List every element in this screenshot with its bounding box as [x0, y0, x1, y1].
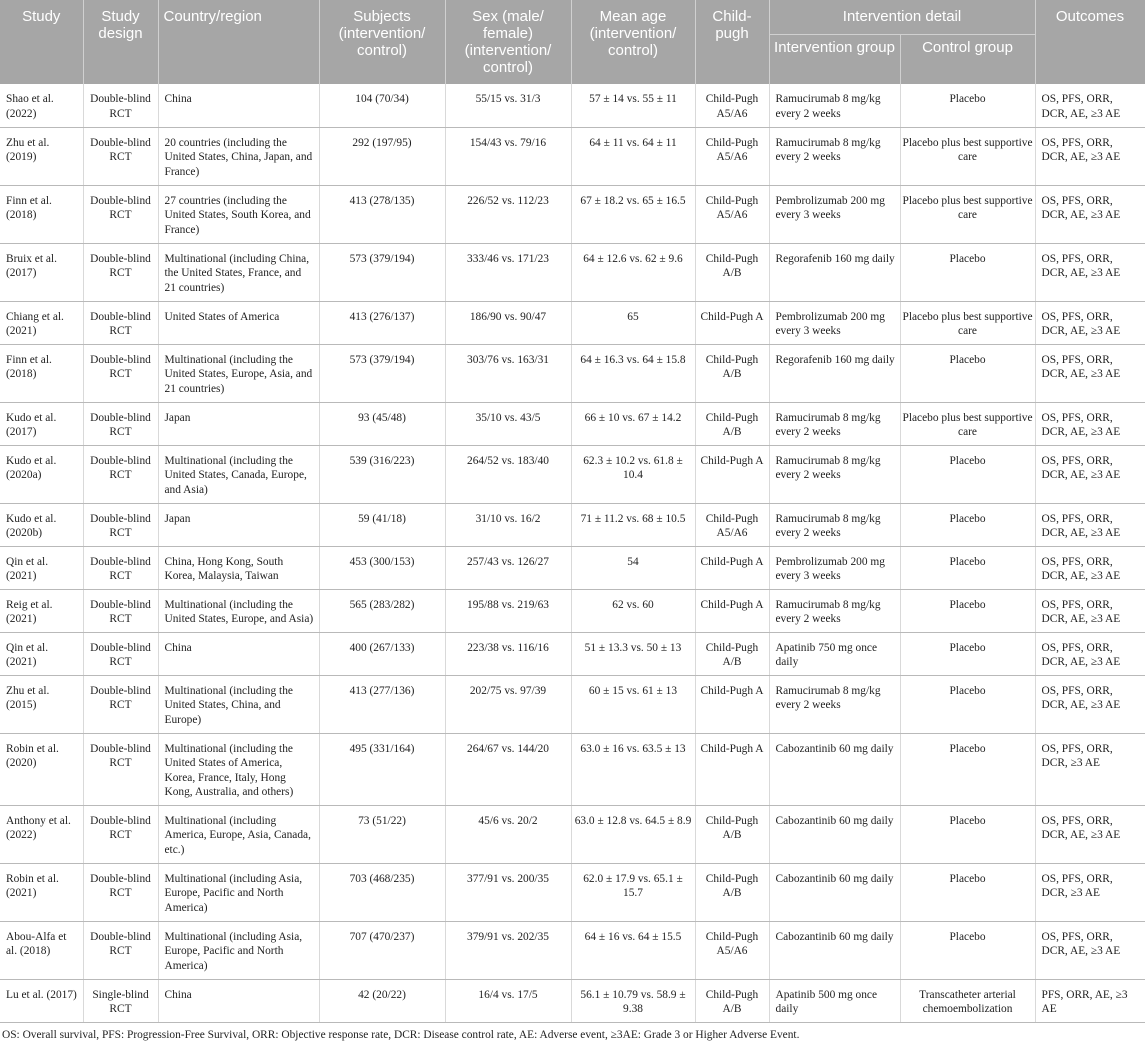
table-row: [0, 445, 1145, 503]
cell-subjects: 104 (70/34): [319, 84, 445, 127]
cell-subjects: 73 (51/22): [319, 805, 445, 863]
cell-child-pugh: Child-Pugh A/B: [695, 243, 769, 301]
cell-age: 65: [571, 301, 695, 344]
cell-sex: 154/43 vs. 79/16: [445, 127, 571, 185]
cell-country: China, Hong Kong, South Korea, Malaysia, Taiwan: [158, 546, 319, 589]
table-row: [0, 589, 1145, 632]
cell-intervention: Cabozantinib 60 mg daily: [769, 863, 900, 921]
cell-country: 20 countries (including the United States, China, Japan, and France): [158, 127, 319, 185]
cell-control: Placebo: [900, 344, 1035, 402]
header-study-design: Study design: [83, 0, 158, 84]
cell-outcomes: OS, PFS, ORR, DCR, AE, ≥3 AE: [1035, 243, 1145, 301]
cell-study: Reig et al. (2021): [0, 589, 83, 632]
cell-age: 66 ± 10 vs. 67 ± 14.2: [571, 402, 695, 445]
cell-study: Finn et al. (2018): [0, 344, 83, 402]
table-row: [0, 632, 1145, 675]
table-row: [0, 127, 1145, 185]
cell-intervention: Apatinib 750 mg once daily: [769, 632, 900, 675]
cell-study: Shao et al. (2022): [0, 84, 83, 127]
table-row: [0, 344, 1145, 402]
cell-subjects: 400 (267/133): [319, 632, 445, 675]
table-row: [0, 301, 1145, 344]
cell-country: Japan: [158, 402, 319, 445]
cell-outcomes: OS, PFS, ORR, DCR, AE, ≥3 AE: [1035, 301, 1145, 344]
cell-outcomes: OS, PFS, ORR, DCR, AE, ≥3 AE: [1035, 127, 1145, 185]
header-study: Study: [0, 0, 83, 84]
cell-sex: 45/6 vs. 20/2: [445, 805, 571, 863]
cell-country: China: [158, 979, 319, 1022]
cell-outcomes: OS, PFS, ORR, DCR, AE, ≥3 AE: [1035, 805, 1145, 863]
cell-study: Abou-Alfa et al. (2018): [0, 921, 83, 979]
cell-country: China: [158, 84, 319, 127]
cell-country: Multinational (including Asia, Europe, Pacific and North America): [158, 921, 319, 979]
table-row: [0, 921, 1145, 979]
cell-child-pugh: Child-Pugh A/B: [695, 402, 769, 445]
cell-country: Multinational (including the United States of America, Korea, France, Italy, Hong Kong, Australia, and others): [158, 733, 319, 805]
cell-control: Placebo: [900, 675, 1035, 733]
cell-child-pugh: Child-Pugh A/B: [695, 632, 769, 675]
cell-control: Placebo: [900, 84, 1035, 127]
cell-subjects: 565 (283/282): [319, 589, 445, 632]
cell-outcomes: OS, PFS, ORR, DCR, AE, ≥3 AE: [1035, 632, 1145, 675]
table-row: [0, 185, 1145, 243]
cell-country: Multinational (including the United States, Canada, Europe, and Asia): [158, 445, 319, 503]
cell-control: Placebo plus best supportive care: [900, 127, 1035, 185]
table-row: [0, 84, 1145, 127]
cell-subjects: 292 (197/95): [319, 127, 445, 185]
header-intervention-detail: Intervention detail: [769, 0, 1035, 35]
cell-study: Chiang et al. (2021): [0, 301, 83, 344]
cell-design: Double-blind RCT: [83, 863, 158, 921]
cell-country: United States of America: [158, 301, 319, 344]
cell-subjects: 573 (379/194): [319, 243, 445, 301]
cell-sex: 264/67 vs. 144/20: [445, 733, 571, 805]
cell-country: 27 countries (including the United States, South Korea, and France): [158, 185, 319, 243]
cell-control: Transcatheter arterial chemoembolization: [900, 979, 1035, 1022]
header-outcomes: Outcomes: [1035, 0, 1145, 84]
cell-study: Kudo et al. (2017): [0, 402, 83, 445]
cell-control: Placebo: [900, 546, 1035, 589]
cell-sex: 55/15 vs. 31/3: [445, 84, 571, 127]
cell-age: 60 ± 15 vs. 61 ± 13: [571, 675, 695, 733]
cell-child-pugh: Child-Pugh A: [695, 589, 769, 632]
cell-outcomes: OS, PFS, ORR, DCR, AE, ≥3 AE: [1035, 185, 1145, 243]
cell-intervention: Pembrolizumab 200 mg every 3 weeks: [769, 546, 900, 589]
cell-design: Double-blind RCT: [83, 632, 158, 675]
table-row: [0, 805, 1145, 863]
cell-child-pugh: Child-Pugh A/B: [695, 979, 769, 1022]
cell-design: Double-blind RCT: [83, 546, 158, 589]
cell-child-pugh: Child-Pugh A: [695, 445, 769, 503]
cell-sex: 333/46 vs. 171/23: [445, 243, 571, 301]
cell-study: Bruix et al. (2017): [0, 243, 83, 301]
cell-sex: 35/10 vs. 43/5: [445, 402, 571, 445]
cell-age: 56.1 ± 10.79 vs. 58.9 ± 9.38: [571, 979, 695, 1022]
header-subjects: Subjects (intervention/ control): [319, 0, 445, 84]
cell-sex: 202/75 vs. 97/39: [445, 675, 571, 733]
cell-sex: 16/4 vs. 17/5: [445, 979, 571, 1022]
table-row: [0, 733, 1145, 805]
cell-control: Placebo: [900, 445, 1035, 503]
cell-age: 51 ± 13.3 vs. 50 ± 13: [571, 632, 695, 675]
cell-design: Double-blind RCT: [83, 185, 158, 243]
cell-control: Placebo: [900, 805, 1035, 863]
cell-child-pugh: Child-Pugh A5/A6: [695, 921, 769, 979]
cell-age: 63.0 ± 12.8 vs. 64.5 ± 8.9: [571, 805, 695, 863]
cell-study: Robin et al. (2021): [0, 863, 83, 921]
cell-subjects: 413 (276/137): [319, 301, 445, 344]
cell-child-pugh: Child-Pugh A5/A6: [695, 503, 769, 546]
cell-design: Double-blind RCT: [83, 503, 158, 546]
cell-age: 63.0 ± 16 vs. 63.5 ± 13: [571, 733, 695, 805]
cell-age: 67 ± 18.2 vs. 65 ± 16.5: [571, 185, 695, 243]
cell-intervention: Cabozantinib 60 mg daily: [769, 733, 900, 805]
cell-child-pugh: Child-Pugh A5/A6: [695, 185, 769, 243]
header-mean-age: Mean age (intervention/ control): [571, 0, 695, 84]
cell-design: Double-blind RCT: [83, 445, 158, 503]
cell-child-pugh: Child-Pugh A5/A6: [695, 84, 769, 127]
header-child-pugh: Child- pugh: [695, 0, 769, 84]
cell-study: Qin et al. (2021): [0, 632, 83, 675]
cell-design: Double-blind RCT: [83, 589, 158, 632]
cell-design: Double-blind RCT: [83, 301, 158, 344]
cell-study: Kudo et al. (2020a): [0, 445, 83, 503]
cell-subjects: 453 (300/153): [319, 546, 445, 589]
cell-child-pugh: Child-Pugh A/B: [695, 863, 769, 921]
cell-child-pugh: Child-Pugh A/B: [695, 344, 769, 402]
table-row: [0, 402, 1145, 445]
cell-intervention: Regorafenib 160 mg daily: [769, 243, 900, 301]
table-row: [0, 503, 1145, 546]
cell-sex: 379/91 vs. 202/35: [445, 921, 571, 979]
cell-sex: 257/43 vs. 126/27: [445, 546, 571, 589]
cell-outcomes: OS, PFS, ORR, DCR, ≥3 AE: [1035, 863, 1145, 921]
cell-design: Double-blind RCT: [83, 675, 158, 733]
cell-sex: 186/90 vs. 90/47: [445, 301, 571, 344]
cell-control: Placebo: [900, 733, 1035, 805]
cell-age: 64 ± 16.3 vs. 64 ± 15.8: [571, 344, 695, 402]
cell-subjects: 573 (379/194): [319, 344, 445, 402]
cell-outcomes: OS, PFS, ORR, DCR, AE, ≥3 AE: [1035, 344, 1145, 402]
cell-age: 57 ± 14 vs. 55 ± 11: [571, 84, 695, 127]
cell-country: China: [158, 632, 319, 675]
cell-intervention: Pembrolizumab 200 mg every 3 weeks: [769, 185, 900, 243]
cell-design: Double-blind RCT: [83, 127, 158, 185]
cell-design: Double-blind RCT: [83, 921, 158, 979]
cell-outcomes: OS, PFS, ORR, DCR, AE, ≥3 AE: [1035, 84, 1145, 127]
table-row: [0, 979, 1145, 1022]
cell-subjects: 495 (331/164): [319, 733, 445, 805]
cell-child-pugh: Child-Pugh A: [695, 546, 769, 589]
cell-intervention: Ramucirumab 8 mg/kg every 2 weeks: [769, 675, 900, 733]
cell-control: Placebo: [900, 921, 1035, 979]
cell-subjects: 59 (41/18): [319, 503, 445, 546]
cell-design: Single-blind RCT: [83, 979, 158, 1022]
cell-subjects: 707 (470/237): [319, 921, 445, 979]
cell-design: Double-blind RCT: [83, 243, 158, 301]
cell-outcomes: OS, PFS, ORR, DCR, AE, ≥3 AE: [1035, 402, 1145, 445]
cell-intervention: Cabozantinib 60 mg daily: [769, 805, 900, 863]
header-control-group: Control group: [900, 35, 1035, 84]
cell-intervention: Pembrolizumab 200 mg every 3 weeks: [769, 301, 900, 344]
cell-intervention: Ramucirumab 8 mg/kg every 2 weeks: [769, 445, 900, 503]
cell-outcomes: OS, PFS, ORR, DCR, AE, ≥3 AE: [1035, 546, 1145, 589]
cell-age: 64 ± 11 vs. 64 ± 11: [571, 127, 695, 185]
cell-outcomes: OS, PFS, ORR, DCR, AE, ≥3 AE: [1035, 589, 1145, 632]
cell-country: Multinational (including the United States, China, and Europe): [158, 675, 319, 733]
cell-intervention: Ramucirumab 8 mg/kg every 2 weeks: [769, 589, 900, 632]
cell-outcomes: OS, PFS, ORR, DCR, AE, ≥3 AE: [1035, 503, 1145, 546]
cell-child-pugh: Child-Pugh A: [695, 675, 769, 733]
cell-intervention: Apatinib 500 mg once daily: [769, 979, 900, 1022]
cell-study: Zhu et al. (2019): [0, 127, 83, 185]
cell-country: Multinational (including the United States, Europe, and Asia): [158, 589, 319, 632]
cell-study: Zhu et al. (2015): [0, 675, 83, 733]
cell-subjects: 413 (277/136): [319, 675, 445, 733]
header-country: Country/region: [158, 0, 319, 84]
cell-child-pugh: Child-Pugh A5/A6: [695, 127, 769, 185]
cell-sex: 195/88 vs. 219/63: [445, 589, 571, 632]
cell-outcomes: OS, PFS, ORR, DCR, AE, ≥3 AE: [1035, 445, 1145, 503]
cell-study: Anthony et al. (2022): [0, 805, 83, 863]
cell-study: Lu et al. (2017): [0, 979, 83, 1022]
cell-sex: 264/52 vs. 183/40: [445, 445, 571, 503]
cell-subjects: 539 (316/223): [319, 445, 445, 503]
cell-sex: 303/76 vs. 163/31: [445, 344, 571, 402]
cell-age: 54: [571, 546, 695, 589]
cell-design: Double-blind RCT: [83, 733, 158, 805]
cell-intervention: Cabozantinib 60 mg daily: [769, 921, 900, 979]
cell-country: Multinational (including America, Europe, Asia, Canada, etc.): [158, 805, 319, 863]
cell-outcomes: OS, PFS, ORR, DCR, ≥3 AE: [1035, 733, 1145, 805]
cell-age: 62 vs. 60: [571, 589, 695, 632]
cell-country: Multinational (including Asia, Europe, Pacific and North America): [158, 863, 319, 921]
cell-age: 62.0 ± 17.9 vs. 65.1 ± 15.7: [571, 863, 695, 921]
cell-study: Qin et al. (2021): [0, 546, 83, 589]
cell-subjects: 413 (278/135): [319, 185, 445, 243]
cell-intervention: Ramucirumab 8 mg/kg every 2 weeks: [769, 402, 900, 445]
cell-control: Placebo: [900, 863, 1035, 921]
cell-intervention: Ramucirumab 8 mg/kg every 2 weeks: [769, 503, 900, 546]
cell-age: 64 ± 12.6 vs. 62 ± 9.6: [571, 243, 695, 301]
cell-study: Finn et al. (2018): [0, 185, 83, 243]
cell-age: 62.3 ± 10.2 vs. 61.8 ± 10.4: [571, 445, 695, 503]
cell-control: Placebo: [900, 503, 1035, 546]
cell-intervention: Ramucirumab 8 mg/kg every 2 weeks: [769, 127, 900, 185]
table-row: [0, 243, 1145, 301]
cell-sex: 226/52 vs. 112/23: [445, 185, 571, 243]
cell-intervention: Regorafenib 160 mg daily: [769, 344, 900, 402]
cell-sex: 377/91 vs. 200/35: [445, 863, 571, 921]
cell-study: Robin et al. (2020): [0, 733, 83, 805]
cell-country: Multinational (including China, the United States, France, and 21 countries): [158, 243, 319, 301]
cell-control: Placebo: [900, 243, 1035, 301]
table-footnote: OS: Overall survival, PFS: Progression-Free Survival, ORR: Objective response rate, DCR: Disease control rate, AE: Adverse event, ≥3AE: Grade 3 or Higher Adverse Event.: [2, 1028, 800, 1041]
cell-control: Placebo: [900, 632, 1035, 675]
cell-sex: 31/10 vs. 16/2: [445, 503, 571, 546]
table-row: [0, 546, 1145, 589]
cell-control: Placebo plus best supportive care: [900, 185, 1035, 243]
cell-child-pugh: Child-Pugh A: [695, 301, 769, 344]
cell-design: Double-blind RCT: [83, 402, 158, 445]
header-intervention-group: Intervention group: [769, 35, 900, 84]
cell-control: Placebo plus best supportive care: [900, 402, 1035, 445]
cell-outcomes: OS, PFS, ORR, DCR, AE, ≥3 AE: [1035, 921, 1145, 979]
cell-age: 71 ± 11.2 vs. 68 ± 10.5: [571, 503, 695, 546]
cell-country: Multinational (including the United States, Europe, Asia, and 21 countries): [158, 344, 319, 402]
cell-sex: 223/38 vs. 116/16: [445, 632, 571, 675]
cell-control: Placebo: [900, 589, 1035, 632]
cell-design: Double-blind RCT: [83, 344, 158, 402]
cell-child-pugh: Child-Pugh A/B: [695, 805, 769, 863]
cell-subjects: 703 (468/235): [319, 863, 445, 921]
cell-child-pugh: Child-Pugh A: [695, 733, 769, 805]
cell-control: Placebo plus best supportive care: [900, 301, 1035, 344]
cell-subjects: 93 (45/48): [319, 402, 445, 445]
table-body: [0, 84, 1145, 1022]
cell-intervention: Ramucirumab 8 mg/kg every 2 weeks: [769, 84, 900, 127]
cell-design: Double-blind RCT: [83, 84, 158, 127]
cell-outcomes: OS, PFS, ORR, DCR, AE, ≥3 AE: [1035, 675, 1145, 733]
cell-outcomes: PFS, ORR, AE, ≥3 AE: [1035, 979, 1145, 1022]
cell-subjects: 42 (20/22): [319, 979, 445, 1022]
table-row: [0, 675, 1145, 733]
cell-study: Kudo et al. (2020b): [0, 503, 83, 546]
cell-age: 64 ± 16 vs. 64 ± 15.5: [571, 921, 695, 979]
table-row: [0, 863, 1145, 921]
header-sex: Sex (male/ female) (intervention/ control): [445, 0, 571, 84]
cell-design: Double-blind RCT: [83, 805, 158, 863]
cell-country: Japan: [158, 503, 319, 546]
